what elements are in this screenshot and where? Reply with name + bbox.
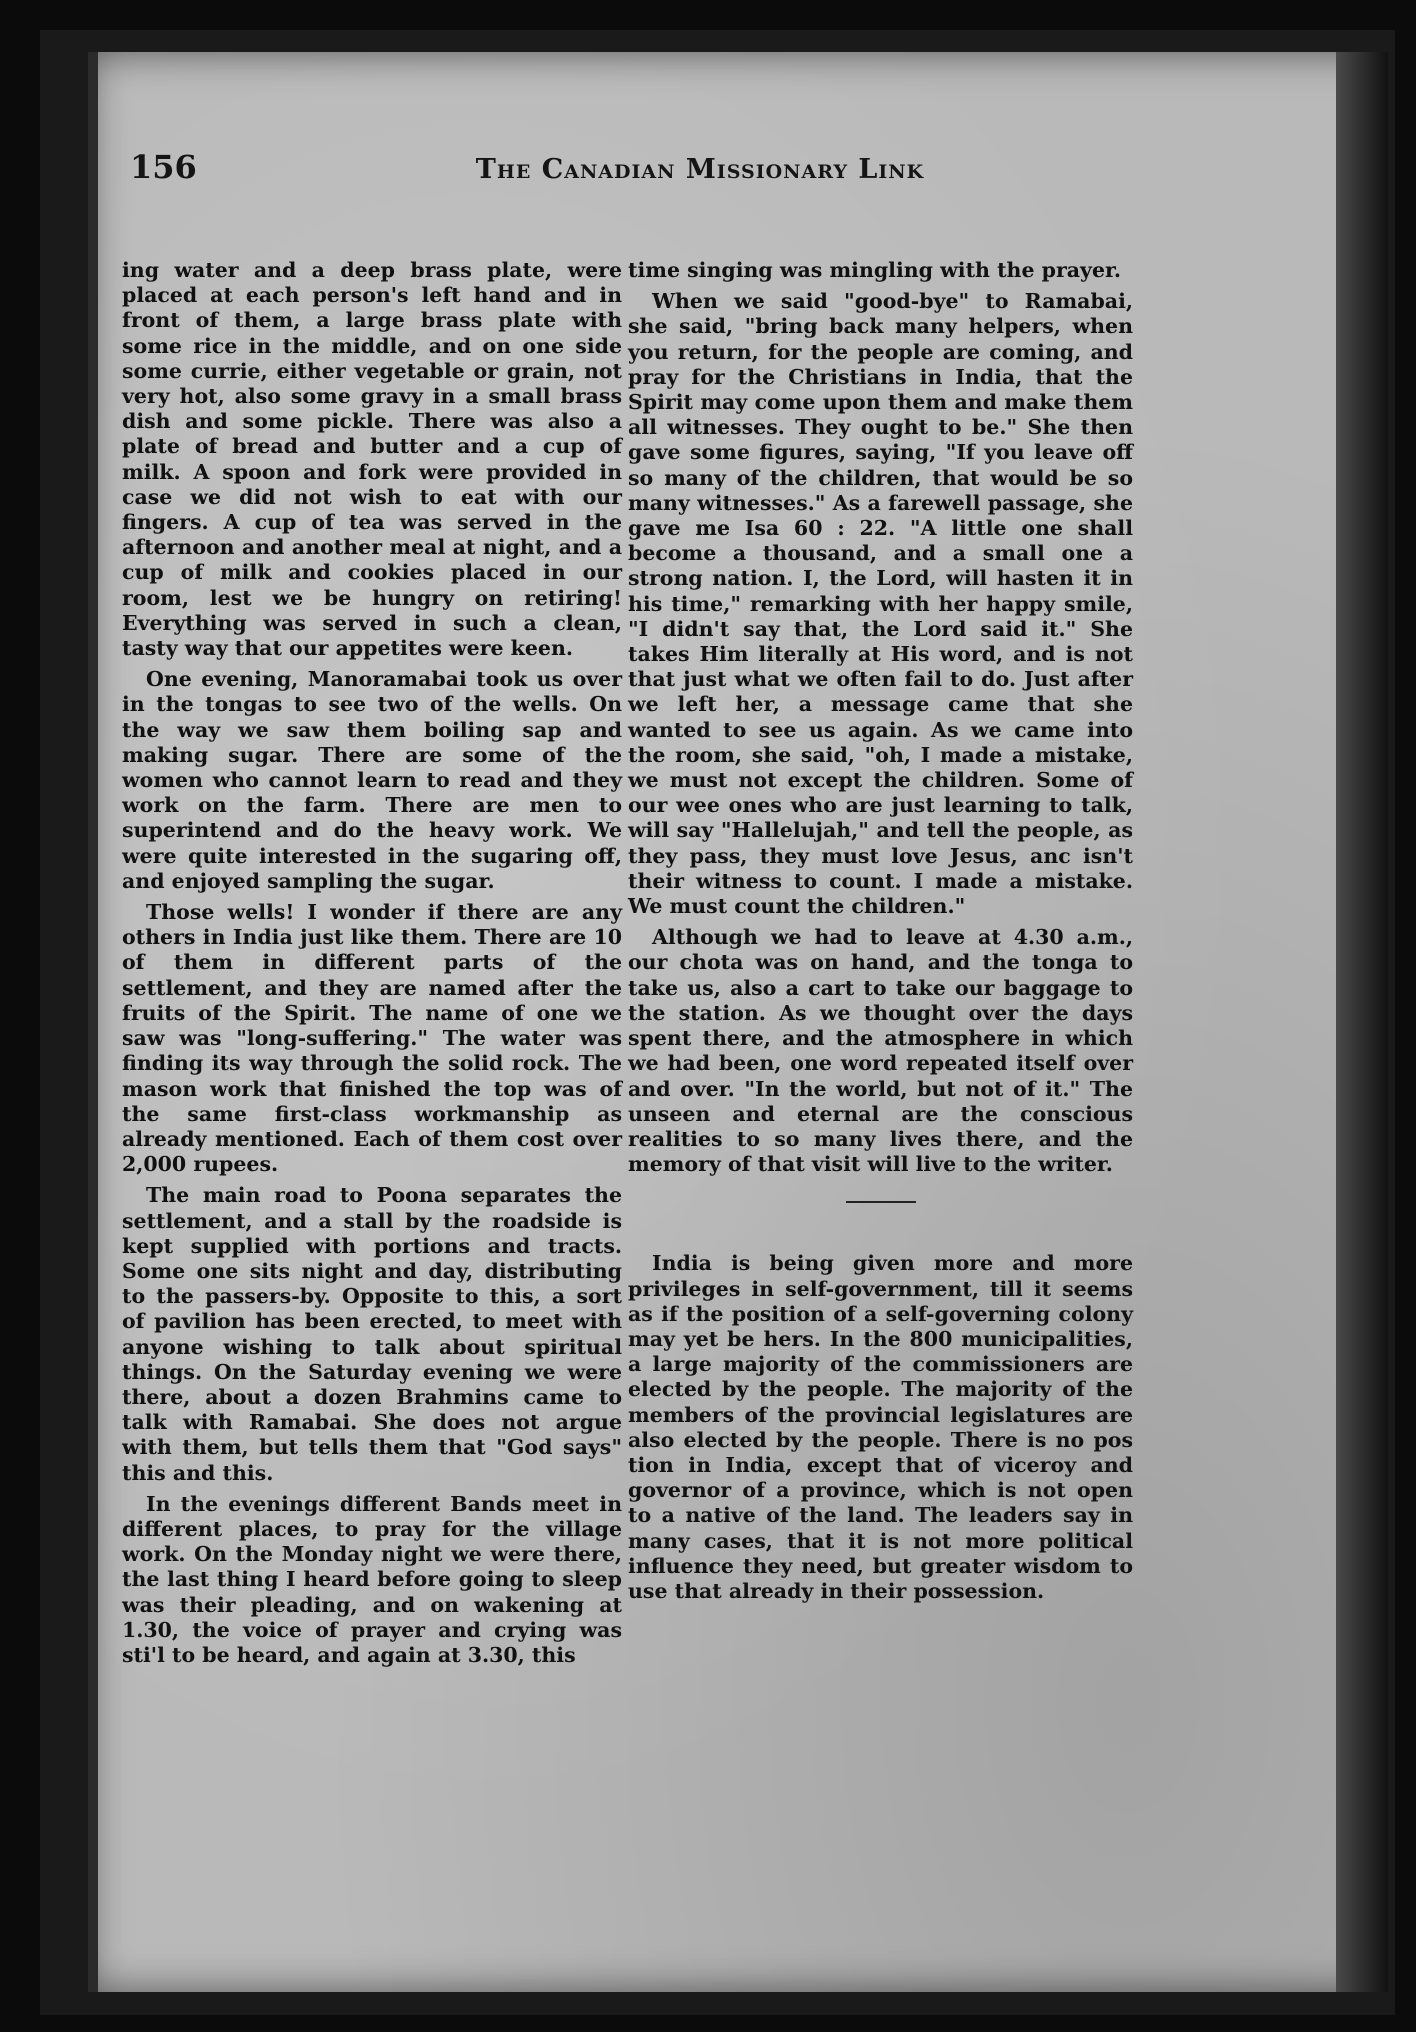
paragraph: One evening, Manoramabai took us over in the tongas to see two of the wells. On the way we saw them boiling sap and making sugar. There are some of the women who cannot learn to read and they work on the farm. There are men to superintend and do the heavy work. We were quite interested in the sugaring off, and enjoyed sampling the sugar. [122, 667, 622, 893]
paragraph: The main road to Poona separates the settlement, and a stall by the roadside is kept supplied with portions and tracts. Some one sits night and day, distributing to the passers-by. Opposite to this, a sort of pavilion has been erected, to meet with anyone wishing to talk about spiritual things. On the Saturday evening we were there, about a dozen Brahmins came to talk with Ramabai. She does not argue with them, but tells them that "God says" this and this. [122, 1183, 622, 1485]
running-title: The Canadian Missionary Link [475, 154, 925, 185]
paragraph: When we said "good-bye" to Ramabai, she said, "bring back many helpers, when you return, for the people are coming, and pray for the Christians in India, that the Spirit may come upon them and make them all witnesses. They ought to be." She then gave some figures, saying, "If you leave off so many of the children, that would be so many witnesses." As a farewell passage, she gave me Isa 60 : 22. "A little one shall become a thousand, and a small one a strong nation. I, the Lord, will hasten it in his time," remarking with her happy smile, "I didn't say that, the Lord said it." She takes Him literally at His word, and is not that just what we often fail to do. Just after we left her, a message came that she wanted to see us again. As we came into the room, she said, "oh, I made a mistake, we must not except the children. Some of our wee ones who are just learning to talk, will say "Hallelujah," and tell the people, as they pass, they must love Jesus, anc isn't their witness to count. I made a mistake. We must count the children." [628, 289, 1133, 919]
news-note: India is being given more and more privileges in self-government, till it seems as if the position of a self-governing colony may yet be hers. In the 800 municipalities, a large majority of the commissioners are elected by the people. The majority of the members of the provincial legislatures are also elected by the people. There is no pos tion in India, except that of viceroy and governor of a province, which is not open to a native of the land. The leaders say in many cases, that it is not more political influence they need, but greater wisdom to use that already in their possession. [628, 1251, 1133, 1603]
paragraph: In the evenings different Bands meet in different places, to pray for the village work. On the Monday night we were there, the last thing I heard before going to sleep was their pleading, and on wakening at 1.30, the voice of prayer and crying was sti'l to be heard, and again at 3.30, this [122, 1491, 622, 1667]
page-gutter-shadow [1336, 52, 1388, 1992]
section-divider [846, 1201, 916, 1203]
page-header [130, 128, 1190, 188]
left-column [122, 258, 622, 1668]
paragraph: ing water and a deep brass plate, were placed at each person's left hand and in front of them, a large brass plate with some rice in the middle, and on one side some currie, either vegetable or grain, not very hot, also some gravy in a small brass dish and some pickle. There was also a plate of bread and butter and a cup of milk. A spoon and fork were provided in case we did not wish to eat with our fingers. A cup of tea was served in the afternoon and another meal at night, and a cup of milk and cookies placed in our room, lest we be hungry on retiring! Everything was served in such a clean, tasty way that our appetites were keen. [122, 258, 622, 661]
page-number: 156 [130, 148, 197, 186]
paragraph: time singing was mingling with the prayer. [628, 258, 1122, 282]
paragraph: Those wells! I wonder if there are any others in India just like them. There are 10 of them in different parts of the settlement, and they are named after the fruits of the Spirit. The name of one we saw was "long-suffering." The water was finding its way through the solid rock. The mason work that finished the top was of the same first-class workmanship as already mentioned. Each of them cost over 2,000 rupees. [122, 900, 622, 1177]
page-edge [88, 52, 98, 1992]
right-column [628, 258, 1133, 1604]
paragraph: Although we had to leave at 4.30 a.m., our chota was on hand, and the tonga to take us, also a cart to take our baggage to the station. As we thought over the days spent there, and the atmosphere in which we had been, one word repeated itself over and over. "In the world, but not of it." The unseen and eternal are the conscious realities to so many lives there, and the memory of that visit will live to the writer. [628, 925, 1133, 1177]
